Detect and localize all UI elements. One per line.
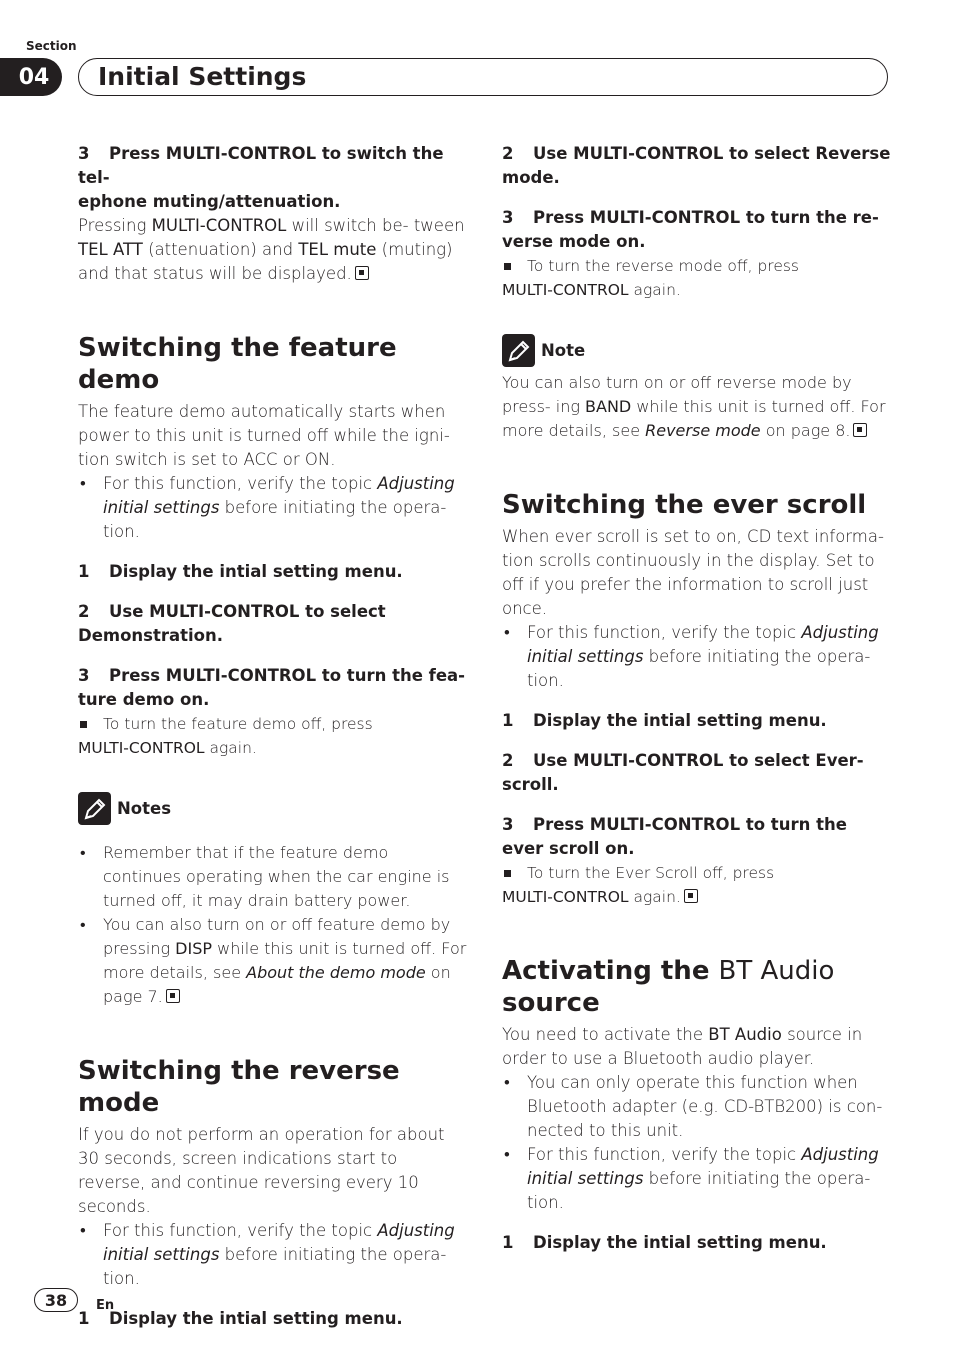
reverse-body: If you do not perform an operation for about 30 seconds, screen indications start to reverse, and continue reversing every 10 seconds. xyxy=(78,1125,445,1216)
end-mark-icon xyxy=(166,989,180,1003)
note-pencil-icon xyxy=(502,334,535,367)
demo-substep-cont: MULTI-CONTROL again. xyxy=(78,739,257,757)
square-bullet-icon xyxy=(80,721,87,728)
notes-list xyxy=(78,841,468,1009)
demo-step-2: 2 Use MULTI-CONTROL to select Demonstration. xyxy=(78,602,386,645)
list-item: • You can also turn on or off feature demo by pressing DISP while this unit is turned off. For more details, see About the demo mode on page 7. xyxy=(78,913,468,1009)
demo-substep: To turn the feature demo off, press xyxy=(78,712,468,736)
demo-step-3: 3 Press MULTI-CONTROL to turn the fea- ture demo on. xyxy=(78,666,465,709)
note-header xyxy=(502,334,892,367)
end-mark-icon xyxy=(355,266,369,280)
scroll-substep-cont: MULTI-CONTROL again. xyxy=(502,885,892,909)
intro-body: Pressing MULTI-CONTROL will switch be- tween TEL ATT (attenuation) and TEL mute (muting) and that status will be displayed. xyxy=(78,216,465,283)
section-title: Initial Settings xyxy=(98,62,307,91)
page-number: 38 xyxy=(34,1288,78,1312)
demo-bullets xyxy=(78,472,468,544)
scroll-bullets xyxy=(502,621,892,693)
heading-feature-demo: Switching the feature demo xyxy=(78,333,397,395)
step-text: Press MULTI-CONTROL to switch the tel- xyxy=(78,144,444,187)
reverse-substep: To turn the reverse mode off, press xyxy=(502,254,892,278)
notes-header xyxy=(78,792,468,825)
section-number-badge: 04 xyxy=(0,58,62,96)
bt-body: You need to activate the BT Audio source in order to use a Bluetooth audio player. xyxy=(502,1025,863,1068)
list-item: • You can only operate this function when Bluetooth adapter (e.g. CD-BTB200) is con- nected to this unit. xyxy=(502,1071,892,1143)
intro-step xyxy=(78,142,468,214)
heading-bt-audio: Activating the BT Audio source xyxy=(502,956,835,1018)
list-item: • For this function, verify the topic Adjusting initial settings before initiating the opera- tion. xyxy=(502,621,892,693)
scroll-step-2: 2 Use MULTI-CONTROL to select Ever-scroll. xyxy=(502,751,864,794)
scroll-substep: To turn the Ever Scroll off, press xyxy=(502,861,892,885)
demo-step-1: 1 Display the intial setting menu. xyxy=(78,562,403,581)
scroll-step-3: 3 Press MULTI-CONTROL to turn the ever scroll on. xyxy=(502,815,847,858)
note-label: Note xyxy=(541,340,586,360)
reverse-substep-cont: MULTI-CONTROL again. xyxy=(502,281,681,299)
square-bullet-icon xyxy=(504,870,511,877)
bt-bullets xyxy=(502,1071,892,1215)
note-pencil-icon xyxy=(78,792,111,825)
reverse-step-2: 2 Use MULTI-CONTROL to select Reverse mode. xyxy=(502,144,891,187)
scroll-body: When ever scroll is set to on, CD text informa- tion scrolls continuously in the display. Set to off if you prefer the information to scroll just once. xyxy=(502,527,884,618)
end-mark-icon xyxy=(853,423,867,437)
list-item: • For this function, verify the topic Adjusting initial settings before initiating the opera- tion. xyxy=(78,472,468,544)
right-column xyxy=(502,142,892,1255)
step-number: 3 xyxy=(78,144,90,163)
list-item: • For this function, verify the topic Adjusting initial settings before initiating the opera- tion. xyxy=(502,1143,892,1215)
reverse-step-3: 3 Press MULTI-CONTROL to turn the re- verse mode on. xyxy=(502,208,879,251)
scroll-step-1: 1 Display the intial setting menu. xyxy=(502,711,827,730)
heading-reverse-mode: Switching the reverse mode xyxy=(78,1056,400,1118)
section-label: Section xyxy=(26,39,77,53)
list-item: • Remember that if the feature demo continues operating when the car engine is turned off, it may drain battery power. xyxy=(78,841,468,913)
left-column xyxy=(78,142,468,1331)
end-mark-icon xyxy=(684,889,698,903)
reverse-note: You can also turn on or off reverse mode by press- ing BAND while this unit is turned off. For more details, see Reverse mode on page 8. xyxy=(502,373,886,440)
notes-label: Notes xyxy=(117,798,172,818)
bt-step-1: 1 Display the intial setting menu. xyxy=(502,1233,827,1252)
square-bullet-icon xyxy=(504,263,511,270)
reverse-step-1: 1 Display the intial setting menu. xyxy=(78,1309,403,1328)
heading-ever-scroll: Switching the ever scroll xyxy=(502,490,867,520)
step-text-cont: ephone muting/attenuation. xyxy=(78,192,341,211)
list-item: • For this function, verify the topic Adjusting initial settings before initiating the opera- tion. xyxy=(78,1219,468,1291)
demo-body: The feature demo automatically starts when power to this unit is turned off while the igni- tion switch is set to ACC or ON. xyxy=(78,402,450,469)
language-label: En xyxy=(96,1298,115,1313)
reverse-bullets xyxy=(78,1219,468,1291)
